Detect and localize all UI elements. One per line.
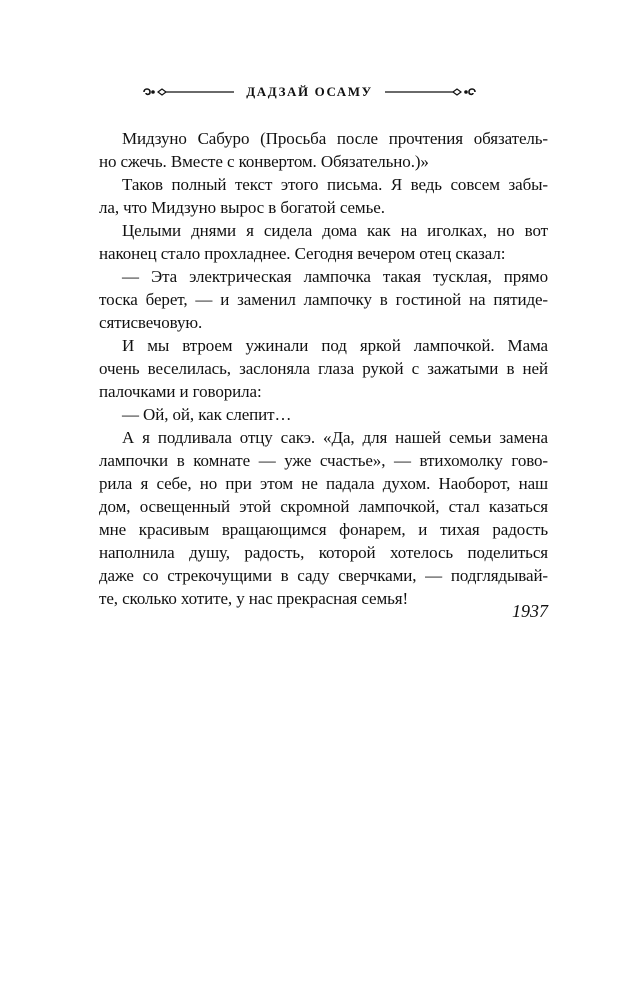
text-line: сятисвечовую. [99,313,203,332]
right-ornament-icon [383,85,479,99]
text-line: рила я себе, но при этом не падала духом. Наоборот, наш [99,474,548,493]
left-ornament-icon [140,85,236,99]
text-line: мне красивым вращающимся фонарем, и тихая радость [99,520,548,539]
text-line: Таков полный текст этого письма. Я ведь совсем забы- [122,175,548,194]
text-line: но сжечь. Вместе с конвертом. Обязательно.)» [99,152,429,171]
text-line: наполнила душу, радость, которой хотелось поделиться [99,543,548,562]
text-line: наконец стало прохладнее. Сегодня вечером отец сказал: [99,244,506,263]
text-line: дом, освещенный этой скромной лампочкой, стал казаться [99,497,548,516]
text-line: И мы втроем ужинали под яркой лампочкой. Мама [122,336,548,355]
text-line: даже со стрекочущими в саду сверчками, — подглядывай- [99,566,548,585]
text-line: А я подливала отцу сакэ. «Да, для нашей семьи замена [122,428,548,447]
text-line: очень веселилась, заслоняла глаза рукой с зажатыми в ней [99,359,548,378]
text-line: тоска берет, — и заменил лампочку в гостиной на пятиде- [99,290,548,309]
text-line: — Эта электрическая лампочка такая тусклая, прямо [122,267,548,286]
text-line: — Ой, ой, как слепит… [122,405,292,424]
running-head [0,82,619,102]
text-line: лампочки в комнате — уже счастье», — втихомолку гово- [99,451,548,470]
text-line: ла, что Мидзуно вырос в богатой семье. [99,198,385,217]
text-line: Мидзуно Сабуро (Просьба после прочтения обязатель- [122,129,548,148]
text-line: Целыми днями я сидела дома как на иголках, но вот [122,221,548,240]
text-line: палочками и говорила: [99,382,262,401]
running-head-title: ДАДЗАЙ ОСАМУ [246,84,373,99]
text-line: те, сколько хотите, у нас прекрасная семья! [99,589,409,608]
body-text [99,127,548,610]
date-signature: 1937 [512,601,548,621]
